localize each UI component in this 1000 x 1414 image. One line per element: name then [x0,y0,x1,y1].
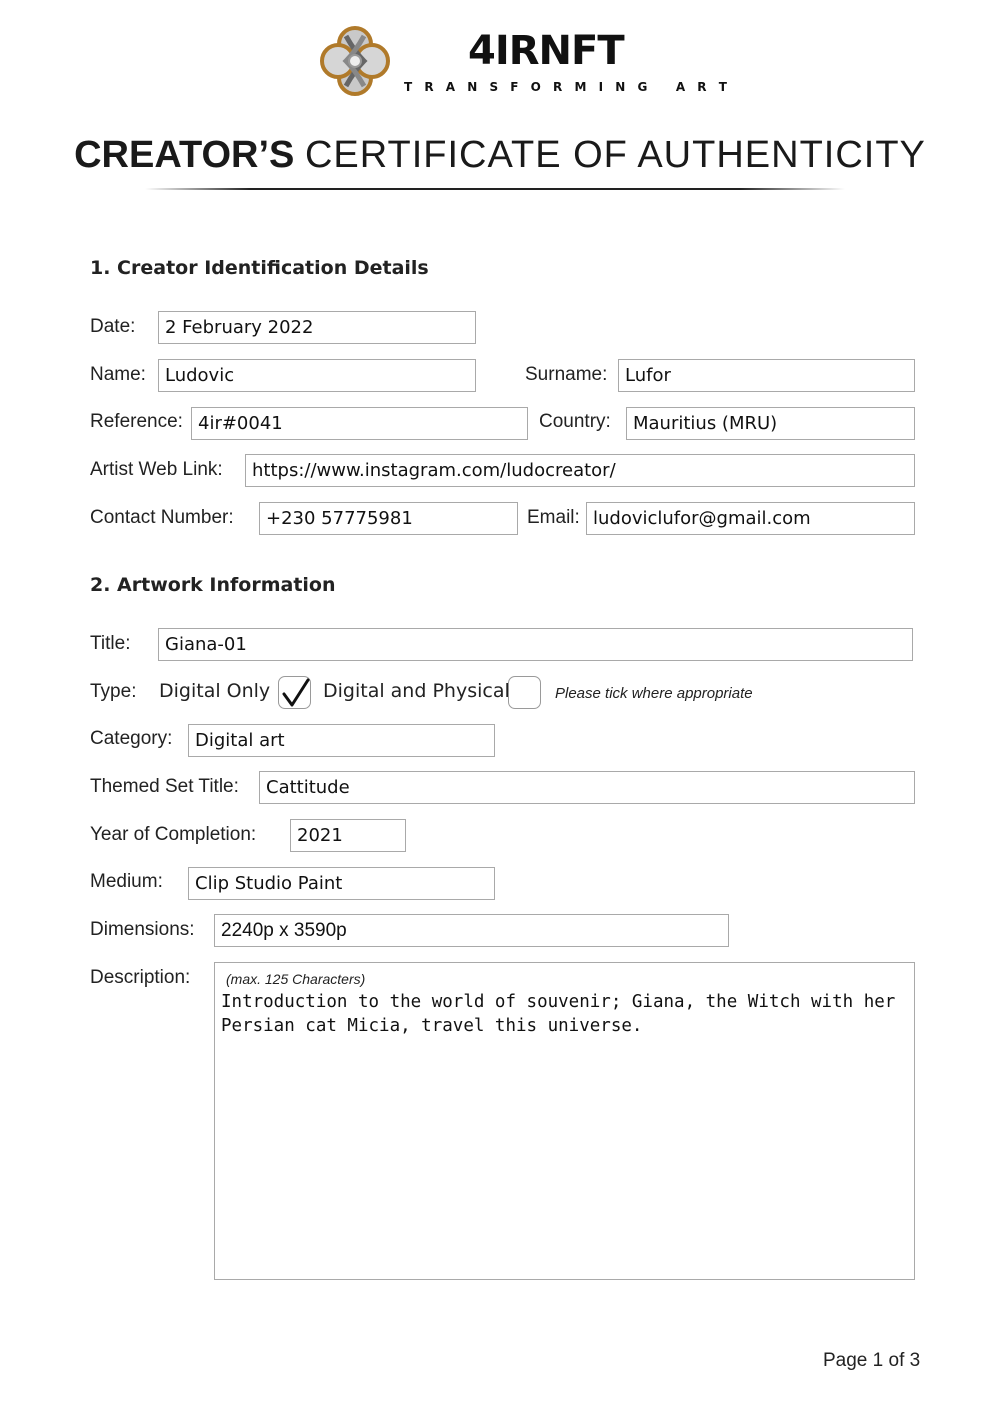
type-digital-only-checkbox[interactable] [278,676,311,709]
checkmark-icon [279,677,312,710]
contact-label: Contact Number: [90,507,234,528]
type-label: Type: [90,681,137,702]
weblink-field[interactable]: https://www.instagram.com/ludocreator/ [245,454,915,487]
dimensions-field[interactable]: 2240p x 3590p [214,914,729,947]
email-label: Email: [527,507,580,528]
type-digital-only-label: Digital Only [159,680,271,702]
title-divider [145,188,845,190]
title-field[interactable]: Giana-01 [158,628,913,661]
brand-logo [316,22,394,100]
category-label: Category: [90,728,173,749]
title-rest: CERTIFICATE OF AUTHENTICITY [304,134,926,176]
themed-field[interactable]: Cattitude [259,771,915,804]
reference-field[interactable]: 4ir#0041 [191,407,528,440]
country-label: Country: [539,411,611,432]
type-hint: Please tick where appropriate [555,685,753,702]
dimensions-label: Dimensions: [90,919,195,940]
themed-label: Themed Set Title: [90,776,239,797]
weblink-label: Artist Web Link: [90,459,223,480]
surname-field[interactable]: Lufor [618,359,915,392]
year-label: Year of Completion: [90,824,257,845]
surname-label: Surname: [525,364,608,385]
description-hint: (max. 125 Characters) [226,971,366,987]
description-label: Description: [90,967,191,988]
page-number: Page 1 of 3 [823,1350,921,1371]
reference-label: Reference: [90,411,183,432]
year-field[interactable]: 2021 [290,819,406,852]
name-label: Name: [90,364,146,385]
date-field[interactable]: 2 February 2022 [158,311,476,344]
contact-field[interactable]: +230 57775981 [259,502,518,535]
description-text: Introduction to the world of souvenir; Giana, the Witch with her Persian cat Micia, travel this universe. [221,992,896,1036]
email-field[interactable]: ludoviclufor@gmail.com [586,502,915,535]
date-label: Date: [90,316,136,337]
description-box[interactable] [214,962,915,1280]
title-label: Title: [90,633,131,654]
section-artwork-heading: 2. Artwork Information [90,574,336,596]
country-field[interactable]: Mauritius (MRU) [626,407,915,440]
section-creator-heading: 1. Creator Identification Details [90,257,429,279]
brand-tagline: T R A N S F O R M I N G A R T [404,80,731,94]
medium-label: Medium: [90,871,163,892]
title-bold: CREATOR’S [74,134,295,176]
category-field[interactable]: Digital art [188,724,495,757]
medium-field[interactable]: Clip Studio Paint [188,867,495,900]
name-field[interactable]: Ludovic [158,359,476,392]
type-digital-physical-checkbox[interactable] [508,676,541,709]
brand-name: 4IRNFT [468,28,624,74]
infinity-knot-icon [316,22,394,100]
page-title [0,134,1000,177]
type-digital-physical-label: Digital and Physical [323,680,510,702]
